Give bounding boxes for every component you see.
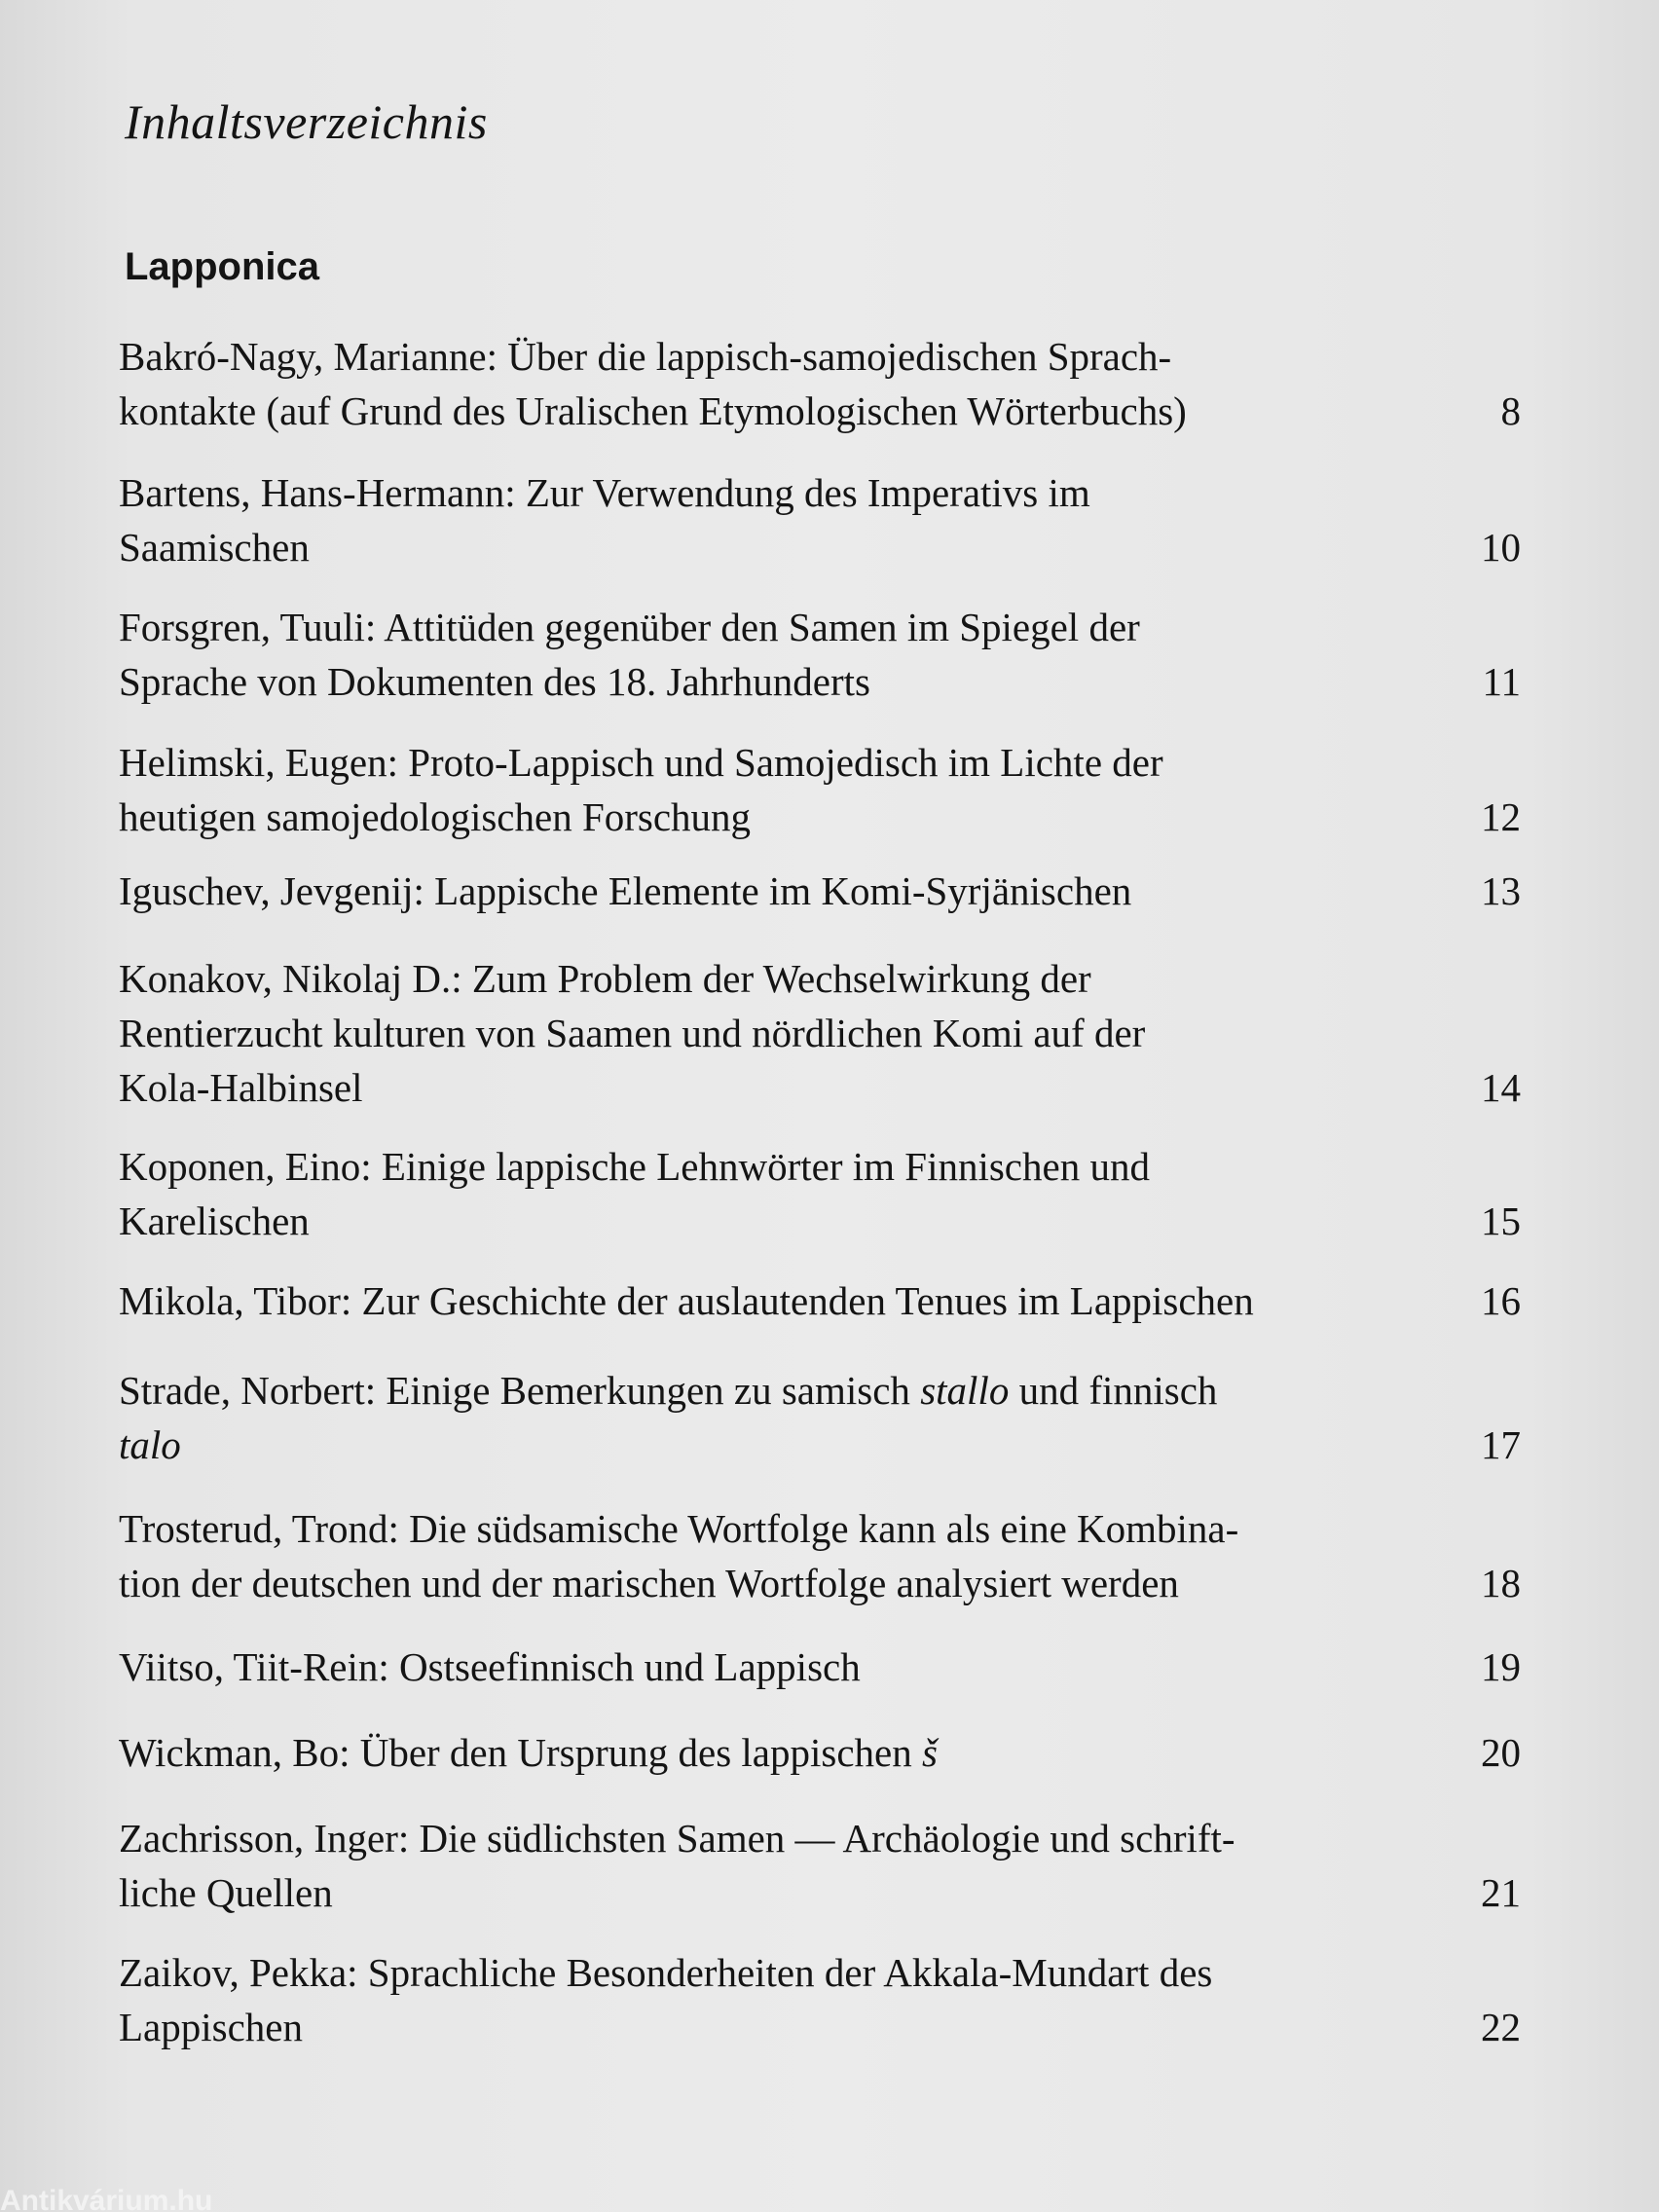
page-number: 15	[1481, 1198, 1521, 1243]
italic-term: talo	[119, 1422, 181, 1467]
toc-entry-line	[119, 1418, 1521, 1472]
toc-entry-line: Lappischen	[119, 2005, 303, 2049]
toc-entry-line: Helimski, Eugen: Proto-Lappisch und Samojedisch im Lichte der	[119, 740, 1163, 785]
toc-entry-line: Wickman, Bo: Über den Ursprung des lappischen š	[119, 1730, 938, 1775]
toc-entry-line: Kola-Halbinsel	[119, 1065, 363, 1110]
toc-entry	[119, 465, 1521, 574]
toc-entry	[119, 1139, 1521, 1248]
toc-entry-line: Sprache von Dokumenten des 18. Jahrhunderts	[119, 659, 870, 704]
page-number: 11	[1482, 659, 1521, 704]
toc-entry-line: kontakte (auf Grund des Uralischen Etymologischen Wörterbuchs)	[119, 388, 1187, 433]
page-number: 17	[1481, 1422, 1521, 1467]
toc-entry	[119, 600, 1521, 709]
toc-entry-line: Saamischen	[119, 525, 310, 570]
toc-entry	[119, 1363, 1521, 1472]
section-heading: Lapponica	[125, 245, 320, 288]
italic-term: š	[922, 1730, 938, 1775]
toc-entry	[119, 329, 1521, 438]
toc-entry	[119, 1725, 1521, 1780]
page-number: 8	[1500, 388, 1521, 433]
page-number: 20	[1481, 1730, 1521, 1775]
toc-entry-line: Strade, Norbert: Einige Bemerkungen zu samisch stallo und finnisch	[119, 1368, 1218, 1413]
toc-entry-line: Rentierzucht kulturen von Saamen und nördlichen Komi auf der	[119, 1011, 1146, 1055]
toc-entry	[119, 951, 1521, 1115]
toc-entry-line: liche Quellen	[119, 1870, 333, 1915]
toc-entry-line: Forsgren, Tuuli: Attitüden gegenüber den Samen im Spiegel der	[119, 605, 1140, 649]
page-number: 19	[1481, 1644, 1521, 1689]
toc-entry	[119, 735, 1521, 844]
toc-entry-line: Zachrisson, Inger: Die südlichsten Samen — Archäologie und schrift-	[119, 1816, 1235, 1861]
toc-entry-line: Trosterud, Trond: Die südsamische Wortfolge kann als eine Kombina-	[119, 1506, 1239, 1551]
toc-entry-line: tion der deutschen und der marischen Wortfolge analysiert werden	[119, 1561, 1179, 1605]
toc-entry-line: heutigen samojedologischen Forschung	[119, 794, 752, 839]
toc-entry-line: Viitso, Tiit-Rein: Ostseefinnisch und Lappisch	[119, 1644, 861, 1689]
toc-entry	[119, 1811, 1521, 1920]
toc-entry	[119, 1640, 1521, 1694]
toc-entry-line: Konakov, Nikolaj D.: Zum Problem der Wechselwirkung der	[119, 956, 1091, 1001]
toc-entry-line: Mikola, Tibor: Zur Geschichte der auslautenden Tenues im Lappischen	[119, 1278, 1254, 1323]
toc-entry	[119, 1501, 1521, 1610]
toc-entry-line: Iguschev, Jevgenij: Lappische Elemente im Komi-Syrjänischen	[119, 868, 1132, 913]
page-number: 10	[1481, 525, 1521, 570]
page-number: 22	[1481, 2005, 1521, 2049]
toc-entry	[119, 1945, 1521, 2054]
page-number: 13	[1481, 868, 1521, 913]
italic-term: stallo	[920, 1368, 1010, 1413]
page-number: 14	[1481, 1065, 1521, 1110]
toc-entry-line: Koponen, Eino: Einige lappische Lehnwörter im Finnischen und	[119, 1144, 1150, 1189]
toc-entry-line: Bartens, Hans-Hermann: Zur Verwendung des Imperativs im	[119, 470, 1090, 515]
watermark-text: Antikvárium.hu	[0, 2187, 213, 2212]
page-title: Inhaltsverzeichnis	[125, 94, 488, 149]
toc-entry-line: Zaikov, Pekka: Sprachliche Besonderheiten der Akkala-Mundart des	[119, 1950, 1213, 1995]
page-number: 16	[1481, 1278, 1521, 1323]
page-number: 21	[1481, 1870, 1521, 1915]
page-number: 12	[1481, 794, 1521, 839]
toc-entry	[119, 864, 1521, 918]
toc-entry-line: Karelischen	[119, 1198, 310, 1243]
toc-entry-line: Bakró-Nagy, Marianne: Über die lappisch-samojedischen Sprach-	[119, 334, 1172, 379]
toc-entry	[119, 1273, 1521, 1328]
page-number: 18	[1481, 1561, 1521, 1605]
